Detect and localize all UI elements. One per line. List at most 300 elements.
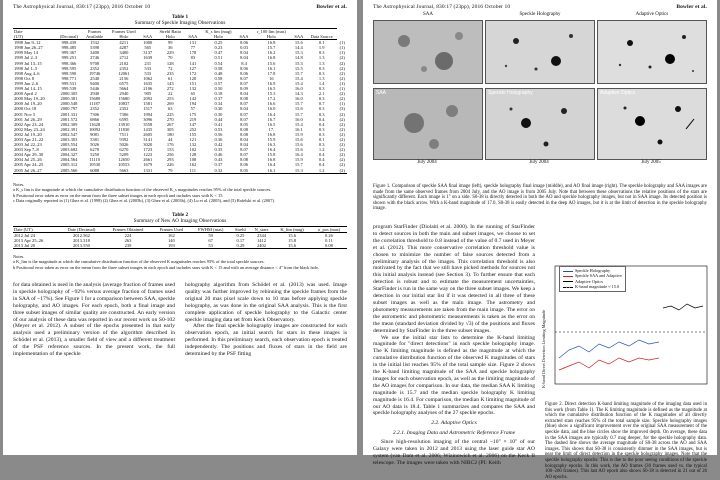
table-cell: 1532	[90, 40, 100, 46]
table-cell: 1.2	[306, 168, 337, 174]
table-cell: 6088	[82, 168, 107, 174]
table-cell: 533	[144, 65, 152, 71]
table-cell: (2)	[339, 126, 345, 132]
table-cell: 83	[190, 55, 196, 61]
table-cell: 0.3	[318, 70, 325, 76]
table-header-cell: Frames Used	[152, 227, 190, 233]
table-header-cell: SAA	[292, 34, 306, 40]
table-cell: 10530	[88, 162, 101, 168]
table-cell: 15.4	[294, 80, 303, 86]
table-cell: 8.06	[240, 162, 248, 168]
table-cell: 178	[189, 50, 197, 56]
table-cell: 999.531	[61, 80, 77, 86]
table-header-cell: Data Source	[306, 34, 337, 40]
paragraph: Since high-resolution imaging of the central ~10'' × 10'' of our Galaxy were taken in 2012 and 2013 using the laser guide star AO system (van Dam et al. 2006; Wizinowich et al. 2006) on the Keck II telescope. The images were taken with NIRC2 (PI: Keith	[373, 439, 535, 466]
table-cell: 2002 May 23–24	[14, 126, 45, 132]
table-cell: 16.0	[294, 116, 303, 122]
table-cell: 140	[168, 238, 175, 244]
legend-item: Speckle SAA and Adaptive	[563, 273, 622, 278]
table-row	[13, 243, 347, 249]
table-cell: 128	[189, 152, 197, 158]
table1-note-b: b Positional error taken as error on the mean from the three subset images in each epoch and includes stars with K < 15.	[13, 192, 224, 198]
table1-caption	[13, 14, 347, 26]
table-cell: 8.08	[240, 157, 248, 163]
table-cell: 2004 Jul 25–26	[14, 157, 42, 163]
table-cell: 19746	[88, 70, 101, 76]
table-cell: 1994	[143, 111, 153, 117]
table-cell: 231	[144, 60, 152, 66]
table-cell: (2)	[339, 147, 345, 153]
table-cell: 2000.797	[60, 106, 78, 112]
table-header-cell: Holo	[200, 34, 237, 40]
table-cell: 16.7	[267, 116, 276, 122]
table1-body	[13, 40, 347, 173]
table-cell: 6575	[119, 80, 129, 86]
table1	[13, 28, 347, 174]
table-header-cell: K_lim (mag)	[273, 227, 311, 233]
table-cell: 14.8	[294, 55, 303, 61]
table-cell: 2402	[250, 243, 273, 249]
table-cell: 1.9	[318, 45, 325, 51]
table-cell: 0.3	[318, 65, 325, 71]
table-cell: 6270	[119, 147, 129, 153]
table-cell: 15.9	[294, 157, 303, 163]
table-cell: 3400	[119, 50, 129, 56]
table-cell: 180	[166, 131, 174, 137]
star-field-image	[374, 89, 482, 159]
table-cell: 998.595	[61, 65, 77, 71]
table-cell: 2352	[119, 65, 129, 71]
table-cell: 1.2	[318, 147, 325, 153]
table-cell: 2001 Jul 26–29	[14, 116, 42, 122]
table-cell: 0.4	[318, 157, 325, 163]
table-cell: 16.4	[267, 147, 276, 153]
table-cell: 2003.554	[60, 142, 78, 148]
table-cell: 2344	[257, 233, 267, 239]
table-cell: 0.29	[231, 243, 250, 249]
table-cell: 15.6	[288, 233, 296, 239]
table-cell: 2000 May 19–20	[14, 96, 45, 102]
table1-title: Table 1	[171, 14, 189, 20]
table-cell: 256	[166, 152, 174, 158]
table-cell: 6866	[90, 116, 100, 122]
table-cell: (2)	[339, 65, 345, 71]
table-cell: 305	[166, 126, 174, 132]
table-cell: 142	[189, 96, 197, 102]
table-cell: 1.3	[318, 75, 325, 81]
table-cell: 59	[208, 233, 213, 239]
table1-notes-title: Notes.	[13, 182, 25, 187]
table-cell: 0.3	[318, 111, 325, 117]
table-cell: 22	[168, 91, 173, 97]
table-cell: 5381	[90, 136, 100, 142]
table-cell: 2156	[119, 75, 129, 81]
table-cell: 13910	[118, 121, 130, 127]
table-header-cell: Date	[13, 29, 56, 35]
table-row	[13, 168, 347, 174]
figure1	[373, 12, 707, 182]
table-cell: 16.8	[267, 55, 276, 61]
table-cell: 2001.572	[60, 116, 78, 122]
table-cell: 8.07	[240, 101, 248, 107]
table-cell: 5663	[107, 168, 140, 174]
table-cell: 1679	[143, 162, 153, 168]
table-cell: 2005.312	[60, 162, 78, 168]
table-cell: 8.04	[240, 91, 248, 97]
table-cell: 194	[189, 101, 197, 107]
table-header-cell: Strehl Ratio	[155, 29, 186, 35]
table-cell: 2013.550	[59, 243, 103, 249]
table-cell: 2005 Apr 24–25	[14, 162, 44, 168]
table-cell: 3400	[90, 50, 100, 56]
table-cell: 8.04	[240, 142, 248, 148]
table-cell: 5209	[119, 152, 129, 158]
table-cell: 15.6	[294, 142, 303, 148]
table-header-cell: Frames Used	[107, 29, 140, 35]
table-cell: 8.4	[241, 60, 247, 66]
table-cell: 132	[189, 142, 197, 148]
table-cell: 0.58	[214, 65, 223, 71]
table-header-cell: Date (UT)	[13, 227, 59, 233]
table-cell: 16.0	[267, 106, 276, 112]
table-cell: 0.41	[214, 121, 223, 127]
table-cell: 153	[166, 147, 174, 153]
table-cell: 193	[152, 243, 190, 249]
figure2-legend	[559, 266, 626, 292]
table-cell: 3558	[143, 121, 153, 127]
table-cell: 2940	[90, 91, 100, 97]
table-cell: 2002.391	[60, 126, 78, 132]
right-page	[363, 0, 717, 480]
table-cell: (1)	[339, 86, 345, 92]
table-cell: 131	[189, 40, 197, 46]
table-cell: 1331	[141, 168, 155, 174]
table-cell: 15.3	[294, 60, 303, 66]
star-field-image	[486, 89, 594, 159]
table-cell: 1062	[143, 75, 153, 81]
table-cell: 10837	[118, 101, 130, 107]
table-cell: 0.47	[214, 50, 223, 56]
table-cell: 143	[166, 80, 174, 86]
panel-label: SAA	[376, 90, 387, 96]
table-cell: 16	[269, 75, 274, 81]
table-cell: 8.07	[240, 152, 248, 158]
figure1-date-ao: July 2005	[641, 160, 661, 165]
table-cell: 0.25	[236, 233, 245, 239]
table-cell: 252	[189, 126, 197, 132]
table-cell: 0.50	[214, 86, 223, 92]
figure1-caption: Figure 1. Comparison of speckle SAA final image (left), speckle holography final image (middle), and AO final image (right). The speckle holography and SAA images are made from the same observed frames from 2004 July, and the AO image is from 2005 July. Note that between these observations the relative positions of the stars are significantly different. Each image is 1'' on a side. S0-38 is directly detected in both the AO and speckle holography images, but not in SAA image. Its detected position is shown with the black arrow. With a K-band magnitude of 17.0, S0-38 is easily detected in the deep AO images, but it is at the limit of detection in the speckle holography image.	[373, 184, 707, 212]
table-cell: 0.58	[214, 75, 223, 81]
table-cell: 0.4	[318, 162, 325, 168]
table-cell: 16.4	[294, 152, 303, 158]
panel-label: Adaptive Optics	[600, 90, 636, 96]
table-cell: 2000 April 2	[14, 91, 37, 97]
figure1-panel-saa-top	[373, 20, 483, 84]
table-cell: 0.43	[214, 157, 223, 163]
table-cell: 11628	[89, 121, 101, 127]
table-header-cell: SAA	[141, 34, 155, 40]
left-page	[3, 0, 357, 455]
figure1-date-holography: July 2004	[529, 160, 549, 165]
table-cell: 8.07	[240, 80, 248, 86]
right-page-body-col1	[373, 224, 535, 466]
table-cell: 10553	[118, 162, 130, 168]
table-cell: 0.3	[318, 131, 325, 137]
table-cell: 8.07	[240, 75, 248, 81]
table-cell: 3096	[143, 116, 153, 122]
table-header-cell: Holo	[107, 34, 140, 40]
table-cell: 9081	[90, 131, 100, 137]
table-cell: 263	[124, 238, 132, 244]
paragraph: We use the initial star lists to determine the K-band limiting magnitude for "direct detections" in each speckle holography image. The K limiting magnitude is defined as the magnitude at which the cumulative distribution function of the observed K magnitudes of stars in the initial list reaches 95% of the total sample size. Figure 2 shows the K-band limiting magnitude of the SAA and speckle holography images for each observation epoch, as well as the limiting magnitude of the AO images for comparison. In our data, the median SAA K limiting magnitude is 15.7 and the median speckle holography K limiting magnitude is 16.4. For comparison, the median K limiting magnitude of our AO data is 18.4. Table 1 summarizes and compares the SAA and speckle holography analyses of the 27 speckle epochs.	[373, 334, 535, 417]
table-cell: 9708	[90, 60, 100, 66]
table-cell: 162	[189, 162, 197, 168]
table-header-cell: Holo	[251, 34, 291, 40]
table-cell: (1)	[339, 39, 345, 45]
table-cell: 7306	[119, 111, 129, 117]
table-cell: 11830	[118, 126, 130, 132]
table-cell: 0.35	[214, 147, 223, 153]
table-cell: (2)	[339, 75, 345, 81]
table-cell: 0.30	[214, 111, 223, 117]
table-cell: 2002 Jul 19–20	[14, 131, 42, 137]
table-cell: 2004.327	[60, 152, 78, 158]
table-cell: 2012 Jul 24	[14, 233, 36, 239]
table-cell: 0.03	[240, 45, 248, 51]
table-cell: 2002 Apr 23–24	[14, 121, 44, 127]
legend-item: K-band magnitude ≈ 15.0	[563, 284, 622, 289]
table-cell: 8.04	[240, 50, 248, 56]
table-cell: 12061	[118, 70, 130, 76]
table-cell: 108	[189, 157, 197, 163]
table-cell: (2)	[339, 121, 345, 127]
table1-notes	[13, 182, 347, 204]
journal-header: The Astrophysical Journal, 830:17 (23pp), 2016 October 10	[373, 4, 511, 10]
table-cell: 8.07	[240, 147, 248, 153]
table-cell: 8.08	[240, 126, 248, 132]
table-cell: 0.17	[236, 238, 245, 244]
table-cell: (2)	[339, 162, 345, 168]
table1-subtitle: Summary of Speckle Imaging Observations	[134, 20, 226, 26]
table2-caption	[13, 212, 347, 224]
table-cell: 1999 Jul 14–15	[14, 86, 42, 92]
table-cell: 2012.562	[73, 233, 90, 239]
table-cell: 8.06	[240, 65, 248, 71]
table-cell: 0.54	[214, 60, 223, 66]
table-cell: 565	[144, 45, 152, 51]
table-cell: 2003 Jul 22–23	[14, 142, 42, 148]
table-cell: (2)	[339, 116, 345, 122]
table-cell: 15.6	[294, 136, 303, 142]
table-cell: 2002.547	[60, 131, 78, 137]
table-cell: 17.8	[267, 70, 276, 76]
table-cell: 0.51	[214, 55, 223, 61]
table2-notes-title: Notes.	[13, 254, 25, 259]
table-cell: 2102	[119, 60, 129, 66]
table-cell: 0.3	[318, 126, 325, 132]
table1-note-c: c Data originally reported in (1) Ghez et al. (1998) (2) Ghez et al. (2005b), (3) Ghez et al. (2003b), (4) Lu et al. (2005), and (5) Rafelski et al. (2007).	[13, 198, 276, 204]
figure1-panel-holography-bottom	[485, 88, 595, 160]
table-cell: (2)	[339, 60, 345, 66]
table-cell: 0.53	[214, 126, 223, 132]
table-cell: 15.4	[294, 75, 303, 81]
table-cell: 0.18	[214, 91, 223, 97]
table-header-cell: Strehl	[231, 227, 250, 233]
table-cell: 2003.303	[60, 136, 78, 142]
table2	[13, 226, 347, 249]
table-cell: 127	[189, 65, 197, 71]
table-cell: 14.3	[294, 91, 303, 97]
table-cell: 2013 Apr 25–26	[14, 238, 44, 244]
table-cell: 272	[166, 86, 174, 92]
figure2-caption: Figure 2. Direct detection K-band limiting magnitude of the imaging data used in this work (from Table 1). The K limiting magnitude is defined as the magnitude at which the cumulative distribution function of the K magnitudes of all directly extracted stars reaches 95% of the total sample size. Speckle holography images (blue) show a significant improvement over the original SAA measurement of the speckle data, and the blue circles show the improved depth. On average, these data in the SAA images are typically 0.7 mag deeper, for the speckle holography data. The dashed line shows the average magnitude of S0-38 across the AO and SAA images. This shows that S0-38 is consistently dimmer in the SAA images, but is near the limit of direct detection in the speckle holography images. Note that the speckle holography epochs: This is due to the poor seeing conditions of the speckle holography epochs. In this work, the AO frames (30 frames used vs. the typical 100–200 frames). This last AO epoch also shows S0-38 is detected in 21 out of 26 AO epochs.	[545, 402, 707, 480]
table-cell: (2)	[339, 131, 345, 137]
table-cell: 293	[166, 157, 174, 163]
table-cell: 8.07	[240, 116, 248, 122]
table-header-cell: SAA	[186, 34, 200, 40]
table-cell: 239	[104, 243, 153, 249]
table-cell: (3)	[339, 106, 345, 112]
table-cell: 15680	[88, 96, 101, 102]
table-cell: 7306	[90, 111, 100, 117]
table-cell: 2712	[119, 55, 129, 61]
table-cell: 0.56	[214, 131, 223, 137]
table-cell: 61	[168, 75, 173, 81]
table-cell: 0.25	[214, 40, 223, 46]
table-cell: (2)	[339, 91, 345, 97]
table-cell: 1998 Jun 9–12	[14, 40, 41, 46]
table-cell: 155	[189, 131, 197, 137]
table-cell: 999.539	[61, 86, 77, 92]
table-cell: 120	[189, 75, 197, 81]
table-cell: (2)	[339, 142, 345, 148]
paragraph: program StarFinder (Diolaiti et al. 2000). In the running of StarFinder to detect sources in both the main and subset images, we choose to set the correlation threshold to 0.8 instead of the value of 0.7 used in Meyer et al. (2012). This more conservative correlation threshold value is chosen to minimize the number of false sources detected from a preliminary analysis of the images. This correlation threshold is also motivated by the fact that we still have picked methods for sources not this initial analysis instead (see Section 3). To further ensure that each detection is robust and to estimate the measurement uncertainties, StarFinder is run in the same way on the three subset images. We keep a detection in our initial star list if it was detected in all three of these subset images as well as the main image. The astrometry and photometry measurements are taken from the main image. The error on the astrometric and photometric measurements is taken as the error on the mean (standard deviation divided by √3) of the positions and fluxes determined by StarFinder in the three subset images.	[373, 224, 535, 334]
table-header-cell: Frames	[82, 29, 107, 35]
star-field-image	[598, 21, 706, 83]
table-cell: (2)	[337, 168, 347, 174]
table-cell: 11110	[89, 157, 100, 163]
table-cell: 53	[190, 243, 231, 249]
paragraph: holography algorithm from Schödel et al. (2013) was used. Image quality was further improved by rebinning the speckle frames from the original 20 mas pixel scale down to 10 mas before applying speckle holography, as was done in the original SAA analysis. This is the first complete application of speckle holography to the Galactic center speckle imaging data set from Keck Observatory.	[185, 282, 347, 323]
table-cell: 8.05	[240, 121, 248, 127]
table-cell: 4211	[119, 40, 129, 46]
table-cell: (2)	[339, 157, 345, 163]
table-cell: 1.3	[318, 60, 325, 66]
table-cell: 1435	[143, 126, 153, 132]
table-cell: 15.7	[294, 111, 303, 117]
table-cell: 15.8	[267, 152, 276, 158]
author-header: Bowler et al.	[676, 4, 707, 10]
legend-item: Speckle Holography	[563, 268, 622, 273]
left-page-body-col1	[13, 282, 175, 452]
table-cell: 1412	[257, 238, 267, 244]
table-header-cell: FWHM (mas)	[190, 227, 231, 233]
table-cell: 2013.318	[73, 238, 90, 244]
table-cell: 235	[166, 70, 174, 76]
table-cell: 1723	[143, 147, 153, 153]
table-cell: 15.8	[288, 238, 296, 244]
table-cell: 36	[168, 45, 173, 51]
table-cell: 1998 Jun 26–27	[14, 45, 43, 51]
paragraph: for data obtained is used in the analysis (average fraction of frames used in speckle holography of ~92% versus average fraction of frames used in SAA of ~17%). See Figure 1 for a comparison between SAA, speckle holography, and AO images. For each epoch, both a final image and three subset images of similar quality are constructed. An early version of our analysis of these data was reported in our recent work on S0-102 (Meyer et al. 2012). A subset of the epochs presented in that early analysis used a preliminary version of the algorithm described in Schödel et al. (2013), a smaller field of view and a different treatment of the PSF reference sources. In the present work, the full implementation of the speckle	[13, 282, 175, 358]
table-cell: 5446	[90, 86, 100, 92]
table-cell: 15.6	[294, 147, 303, 153]
table-cell: 2092	[143, 96, 153, 102]
star-field-image	[598, 89, 706, 159]
table-cell: 16.5	[267, 121, 276, 127]
table-cell: 9400	[90, 80, 100, 86]
table-cell: 132	[189, 86, 197, 92]
table-cell: 0.36	[214, 136, 223, 142]
table-cell: 2000 Jul 19–20	[14, 101, 42, 107]
table-cell: (1)	[339, 45, 345, 51]
table-cell: 1999 May 14	[14, 50, 38, 56]
table-cell: 8.08	[240, 96, 248, 102]
table-cell: 16.1	[251, 168, 291, 174]
table-cell: (2)	[339, 70, 345, 76]
table-cell: 0.57	[214, 80, 223, 86]
table-cell: 998.366	[61, 60, 77, 66]
table-cell: 1223	[143, 152, 153, 158]
table-cell: 77	[190, 45, 196, 51]
table-cell: 253	[166, 96, 174, 102]
table-cell: 8.05	[237, 168, 251, 174]
table-cell: 8.06	[240, 70, 248, 76]
table-cell: 2003 Apr 21–22	[14, 136, 44, 142]
table-cell: 8.04	[240, 106, 248, 112]
table-cell: 2540	[90, 75, 100, 81]
table-cell: 5026	[90, 142, 100, 148]
table-cell: 121	[189, 136, 197, 142]
author-header: Bowler et al.	[316, 4, 347, 10]
table-cell: 269	[166, 101, 174, 107]
table-cell: 0.3	[318, 106, 325, 112]
table-cell: 172	[189, 70, 197, 76]
table-cell: 141	[189, 60, 197, 66]
table-cell: 2002.309	[60, 121, 78, 127]
table-cell: 5664	[119, 86, 129, 92]
table-cell: 0.32	[200, 168, 237, 174]
table-header-cell: (Decimal)	[56, 34, 82, 40]
table-cell: 999.367	[61, 50, 77, 56]
table-cell: 16.6	[267, 101, 276, 107]
table-cell: 998.771	[61, 75, 77, 81]
figure1-panel-saa-bottom	[373, 88, 483, 160]
table-cell: 0.11	[325, 238, 333, 244]
table-cell: 0.42	[214, 142, 223, 148]
table2-subtitle: Summary of New AO Imaging Observations	[133, 218, 227, 224]
figure1-panel-ao-bottom	[597, 88, 707, 160]
table-cell: 0.44	[214, 116, 223, 122]
table-cell: 1999 Jul 2–3	[14, 55, 38, 61]
table-header-cell: σ_pos (mas)	[311, 227, 347, 233]
table-cell: 6270	[90, 147, 100, 153]
table-cell: 16.8	[267, 40, 276, 46]
table-cell: 2001 Nov 5	[14, 111, 36, 117]
table-cell: 270	[166, 116, 174, 122]
table-cell: 0.37	[214, 96, 223, 102]
table-cell: 2000.381	[60, 96, 78, 102]
table-cell: 7511	[119, 131, 129, 137]
table-cell: 6595	[119, 116, 129, 122]
table-cell: 0.26	[324, 233, 333, 239]
table-cell: 905	[144, 91, 152, 97]
table-cell: 0.3	[318, 142, 325, 148]
table-cell: 225	[166, 111, 174, 117]
table-cell: 15.4	[294, 121, 303, 127]
table-cell: 79	[155, 168, 186, 174]
